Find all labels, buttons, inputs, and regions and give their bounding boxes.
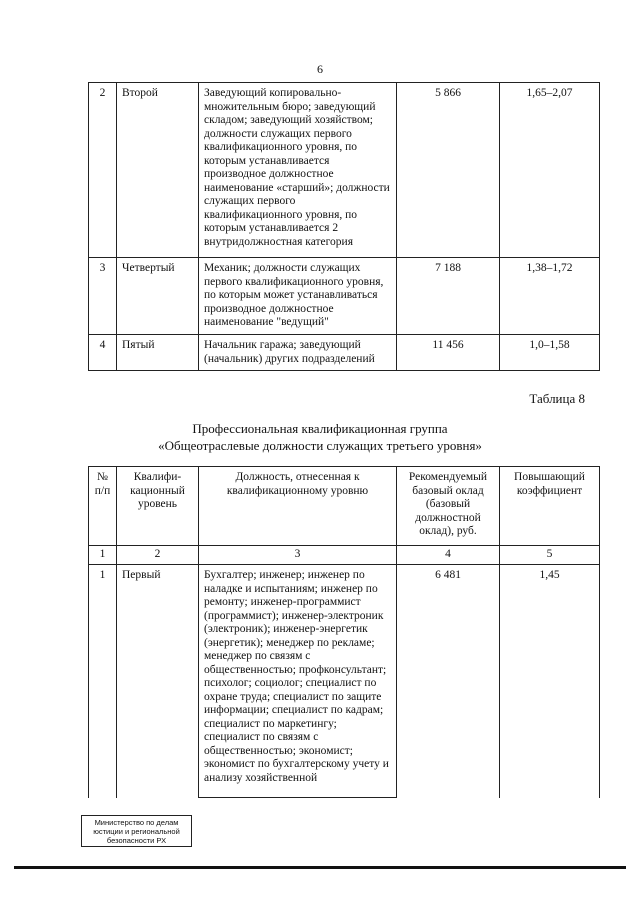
table-top	[88, 82, 600, 371]
section-heading-line-1: Профессиональная квалификационная группа	[192, 421, 448, 436]
table-header-row	[89, 467, 600, 546]
column-number: 5	[500, 546, 600, 565]
position-description: Начальник гаража; заведующий (начальник) других подразделений	[199, 335, 397, 371]
qualification-level: Первый	[117, 565, 199, 798]
page-number: 6	[317, 62, 323, 76]
coefficient: 1,45	[500, 565, 600, 798]
qualification-level: Пятый	[117, 335, 199, 371]
table-row	[89, 565, 600, 798]
coefficient: 1,38–1,72	[500, 258, 600, 335]
base-salary: 7 188	[397, 258, 500, 335]
qualification-level: Второй	[117, 83, 199, 258]
stamp-line: юстиции и региональной	[93, 827, 180, 836]
header-salary: Рекомендуемый базовый оклад (базовый должностной оклад), руб.	[397, 467, 500, 546]
coefficient: 1,0–1,58	[500, 335, 600, 371]
column-number: 2	[117, 546, 199, 565]
row-number: 4	[89, 335, 117, 371]
column-number: 3	[199, 546, 397, 565]
stamp-line: безопасности РХ	[106, 836, 167, 845]
table-bottom	[88, 466, 600, 798]
row-number: 1	[89, 565, 117, 798]
column-number: 1	[89, 546, 117, 565]
position-description: Заведующий копировально-множительным бюро; заведующий складом; заведующий хозяйством; должности служащих первого квалификационного уровня, по которым устанавливается производное должностное наименование «старший»; должности служащих первого квалификационного уровня, по которым устанавливается 2 внутридолжностная категория	[199, 83, 397, 258]
table-caption: Таблица 8	[529, 391, 585, 406]
section-heading-line-2: «Общеотраслевые должности служащих третьего уровня»	[158, 438, 482, 453]
header-coefficient: Повышающий коэффициент	[500, 467, 600, 546]
position-description: Механик; должности служащих первого квалификационного уровня, по которым может устанавливаться производное должностное наименование "ведущий"	[199, 258, 397, 335]
base-salary: 6 481	[397, 565, 500, 798]
column-number: 4	[397, 546, 500, 565]
coefficient: 1,65–2,07	[500, 83, 600, 258]
header-level: Квалифи-кационный уровень	[117, 467, 199, 546]
base-salary: 11 456	[397, 335, 500, 371]
table-row	[89, 335, 600, 371]
header-num: № п/п	[89, 467, 117, 546]
ministry-stamp	[81, 815, 192, 847]
row-number: 2	[89, 83, 117, 258]
qualification-level: Четвертый	[117, 258, 199, 335]
column-number-row	[89, 546, 600, 565]
row-number: 3	[89, 258, 117, 335]
footer-rule	[14, 866, 626, 869]
stamp-line: Министерство по делам	[94, 818, 179, 827]
table-row	[89, 258, 600, 335]
table-row	[89, 83, 600, 258]
base-salary: 5 866	[397, 83, 500, 258]
position-description: Бухгалтер; инженер; инженер по наладке и испытаниям; инженер по ремонту; инженер-программист (программист); инженер-электроник (электроник); инженер-энергетик (энергетик); менеджер по рекламе; менеджер по связям с общественностью; профконсультант; психолог; социолог; специалист по охране труда; специалист по защите информации; специалист по кадрам; специалист по маркетингу; специалист по связям с общественностью; экономист; экономист по бухгалтерскому учету и анализу хозяйственной	[199, 565, 397, 798]
header-position: Должность, отнесенная к квалификационному уровню	[199, 467, 397, 546]
